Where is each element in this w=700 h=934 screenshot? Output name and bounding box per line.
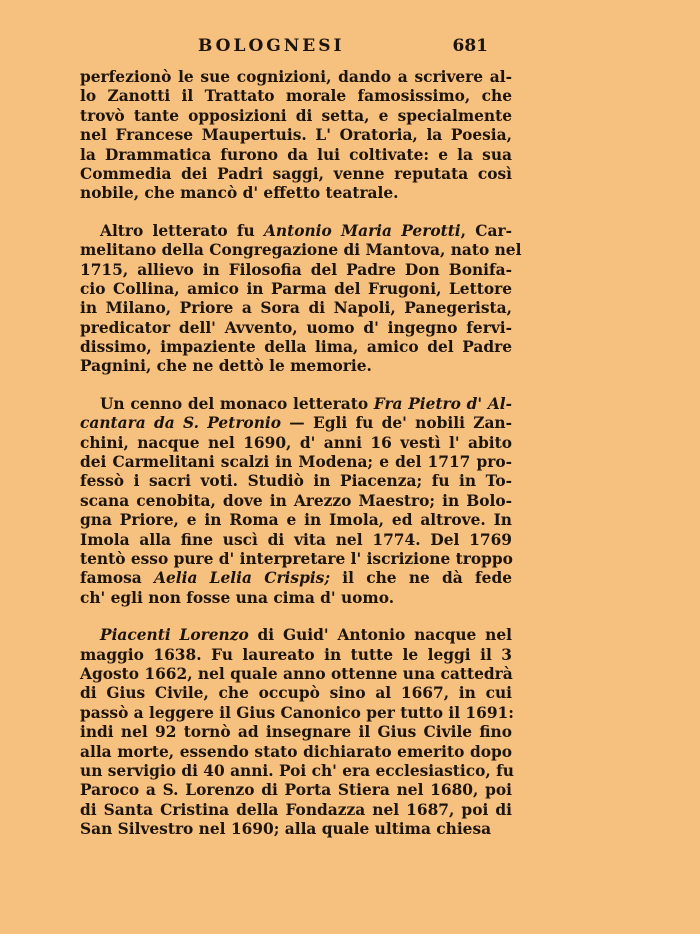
text-line [80,319,512,338]
text-run: dei Carmelitani scalzi in Modena; e del 1717 pro- [80,453,512,472]
text-line [80,414,512,433]
text-line [80,762,512,781]
text-line [80,472,512,491]
paragraph [80,68,512,204]
text-line [80,68,512,87]
text-run: Altro letterato fu [100,221,264,240]
text-run: predicator dell' Avvento, uomo d' ingegno fervi- [80,318,512,337]
text-run: 1715, allievo in Filosofia del Padre Don Bonifa- [80,260,512,279]
text-run: chini, nacque nel 1690, d' anni 16 vestì l' abito [80,433,512,452]
text-run: un servigio di 40 anni. Poi ch' era ecclesiastico, fu [80,761,514,780]
text-line [80,126,512,145]
text-run: Agosto 1662, nel quale anno ottenne una cattedrà [80,664,513,683]
italic-name: cantara da S. Petronio [80,414,281,433]
paragraph-gap [80,608,512,626]
text-line [80,569,512,588]
text-line [80,184,512,203]
text-line [80,531,512,550]
text-run: maggio 1638. Fu laureato in tutte le leggi il 3 [80,645,512,664]
text-line [80,434,512,453]
text-line [80,357,512,376]
text-line [80,299,512,318]
paragraph-gap [80,377,512,395]
text-run: scana cenobita, dove in Arezzo Maestro; in Bolo- [80,491,512,510]
text-run: dissimo, impaziente della lima, amico del Padre [80,338,512,357]
text-line [80,743,512,762]
text-line [80,665,512,684]
text-run: cio Collina, amico in Parma del Frugoni, Lettore [80,279,512,298]
text-run: nobile, che mancò d' effetto teatrale. [80,184,399,203]
page-number: 681 [452,36,488,56]
paragraph-gap [80,204,512,222]
text-run: melitano della Congregazione di Mantova, nato nel [80,241,522,260]
text-line [80,511,512,530]
text-run: Paroco a S. Lorenzo di Porta Stiera nel 1680, poi [80,781,512,800]
text-run: in Milano, Priore a Sora di Napoli, Panegerista, [80,299,512,318]
text-line [80,723,512,742]
text-run: Un cenno del monaco letterato [100,394,374,413]
text-run: famosa [80,569,155,588]
text-run: indi nel 92 tornò ad insegnare il Gius Civile fino [80,723,512,742]
text-run: trovò tante opposizioni di setta, e specialmente [80,106,512,125]
text-line [80,222,512,241]
text-run: , Car- [460,221,512,240]
text-line [80,261,512,280]
text-run: gna Priore, e in Roma e in Imola, ed altrove. In [80,511,512,530]
text-line [80,684,512,703]
text-line [80,492,512,511]
italic-name: Antonio Maria Perotti [263,221,461,240]
text-run: Imola alla fine uscì di vita nel 1774. Del 1769 [80,530,512,549]
text-run: di Gius Civile, che occupò sino al 1667, in cui [80,684,512,703]
text-run: di Santa Cristina della Fondazza nel 1687, poi di [80,800,512,819]
text-line [80,646,512,665]
text-line [80,395,512,414]
paragraph [80,221,522,377]
text-run: alla morte, essendo stato dichiarato emerito dopo [80,742,512,761]
body-text [80,68,522,839]
text-run: San Silvestro nel 1690; alla quale ultima chiesa [80,820,492,839]
text-run: ch' egli non fosse una cima d' uomo. [80,588,395,607]
text-run: perfezionò le sue cognizioni, dando a scrivere al- [80,68,512,86]
text-run: — Egli fu de' nobili Zan- [281,414,512,433]
text-line [80,338,512,357]
paragraph [80,395,512,608]
text-run: di Guid' Antonio nacque nel [248,626,513,645]
text-run: la Drammatica furono da lui coltivate: e la sua [80,145,512,164]
text-line [80,280,512,299]
text-line [80,704,512,723]
text-run: passò a leggere il Gius Canonico per tutto il 1691: [80,703,514,722]
text-line [80,453,512,472]
text-run: Pagnini, che ne dettò le memorie. [80,357,372,376]
text-run: nel Francese Maupertuis. L' Oratoria, la Poesia, [80,126,512,145]
text-line [80,589,512,608]
page-header [198,36,488,60]
text-run: lo Zanotti il Trattato morale famosissimo, che [80,87,512,106]
italic-name: Aelia Lelia Crispis; [154,569,331,588]
text-line [80,107,512,126]
text-line [80,781,512,800]
text-run: il che ne dà fede [330,569,512,588]
text-line [80,550,512,569]
text-run: fessò i sacri voti. Studiò in Piacenza; fu in To- [80,472,512,491]
italic-name: Piacenti Lorenzo [100,626,249,645]
paragraph [80,626,512,839]
text-run: tentò esso pure d' interpretare l' iscrizione troppo [80,549,513,568]
text-line [80,241,522,260]
running-head: BOLOGNESI [198,36,345,56]
text-line [80,146,512,165]
text-line [80,165,512,184]
italic-name: Fra Pietro d' Al- [373,394,512,413]
text-line [80,626,512,645]
text-run: Commedia dei Padri saggi, venne reputata così [80,164,512,183]
text-line [80,820,512,839]
text-line [80,87,512,106]
text-line [80,801,512,820]
